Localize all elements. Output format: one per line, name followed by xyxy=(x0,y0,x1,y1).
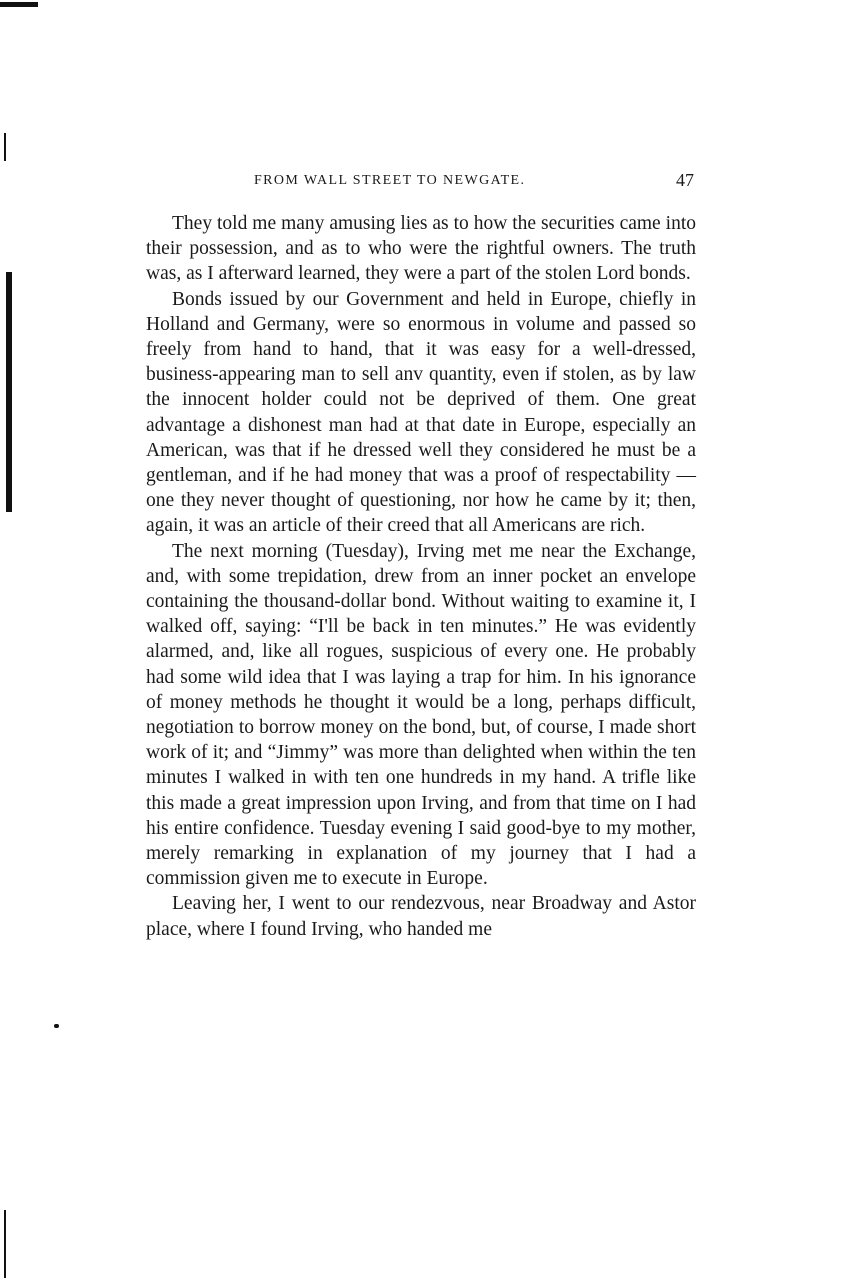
scan-mark-left-bottom xyxy=(4,1210,6,1278)
body-text xyxy=(146,211,696,942)
running-head xyxy=(146,170,696,194)
paragraph: They told me many amusing lies as to how the securities came into their possession, and as to who were the rightful owners. The truth was, as I afterward learned, they were a part of the stolen Lord bonds. xyxy=(146,213,696,285)
scan-mark-top xyxy=(0,2,38,7)
running-title: FROM WALL STREET TO NEWGATE. xyxy=(254,173,526,188)
scan-speck xyxy=(54,1024,59,1028)
paragraph: The next morning (Tuesday), Irving met me near the Exchange, and, with some trepidation, drew from an inner pocket an envelope containing the thousand-dollar bond. Without waiting to examine it, I walked off, saying: “I'll be back in ten minutes.” He was evidently alarmed, and, like all rogues, suspicious of every one. He probably had some wild idea that I was laying a trap for him. In his ignorance of money methods he thought it would be a long, perhaps difficult, negotiation to borrow money on the bond, but, of course, I made short work of it; and “Jimmy” was more than delighted when within the ten minutes I walked in with ten one hundreds in my hand. A trifle like this made a great impression upon Irving, and from that time on I had his entire confidence. Tuesday evening I said good-bye to my mother, merely remarking in explanation of my journey that I had a commission given me to execute in Europe. xyxy=(146,540,696,890)
scan-mark-left-long xyxy=(6,272,12,512)
scan-mark-left-short xyxy=(4,133,6,161)
page-number: 47 xyxy=(676,170,694,190)
paragraph: Leaving her, I went to our rendezvous, near Broadway and Astor place, where I found Irving, who handed me xyxy=(146,893,696,940)
paragraph: Bonds issued by our Government and held in Europe, chiefly in Holland and Germany, were so enormous in volume and passed so freely from hand to hand, that it was easy for a well-dressed, business-appearing man to sell anv quantity, even if stolen, as by law the innocent holder could not be deprived of them. One great advantage a dishonest man had at that date in Europe, especially an American, was that if he dressed well they considered he must be a gentleman, and if he had money that was a proof of respectability —one they never thought of questioning, nor how he came by it; then, again, it was an article of their creed that all Americans are rich. xyxy=(146,288,696,537)
